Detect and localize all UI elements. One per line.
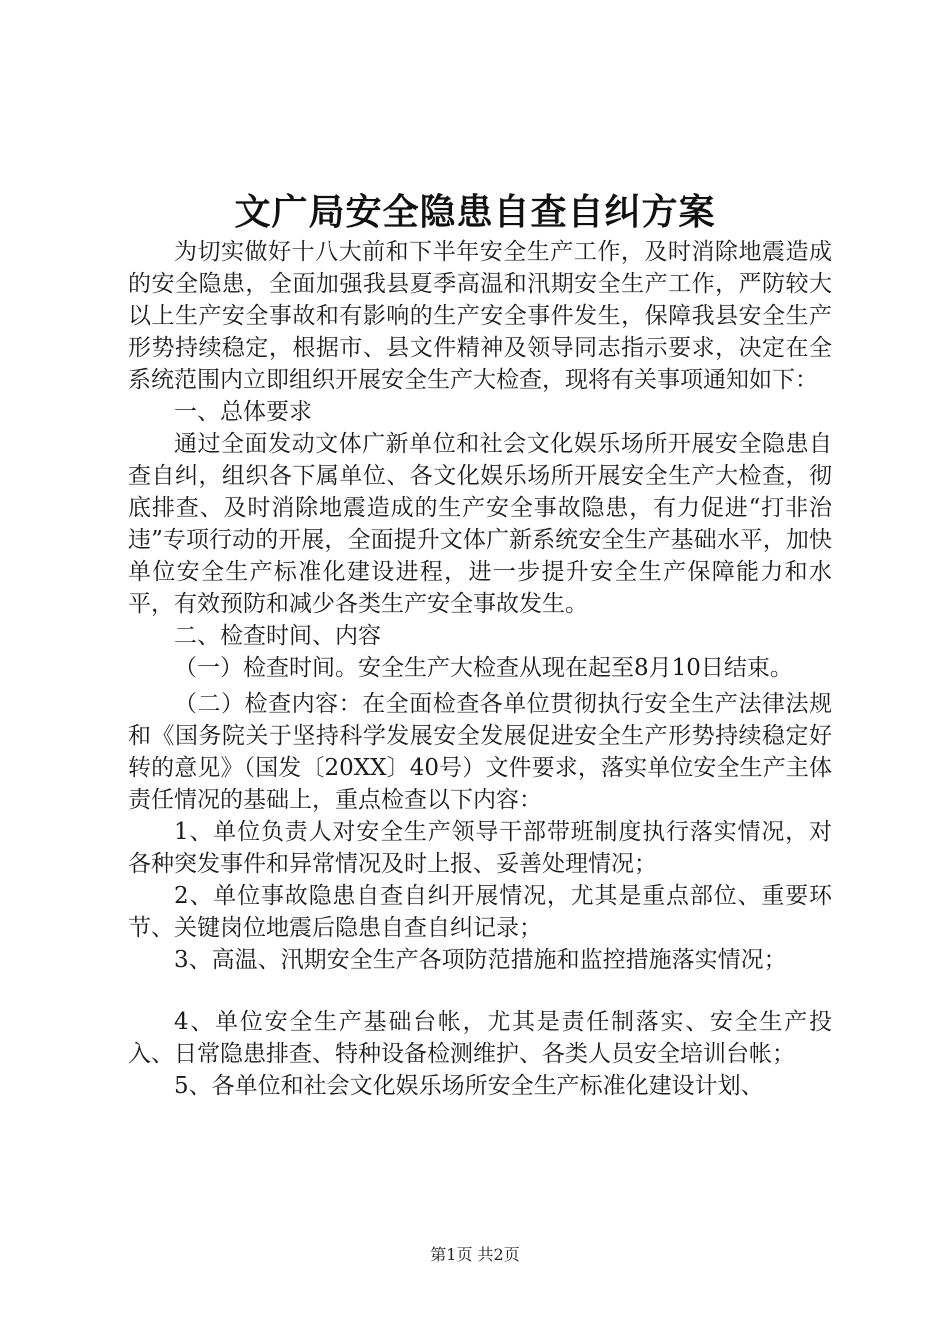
list-item-5: 5、各单位和社会文化娱乐场所安全生产标准化建设计划、 [174,1073,764,1099]
document-body [128,236,832,1102]
list-item-2: 2、单位事故隐患自查自纠开展情况，尤其是重点部位、重要环节、关键岗位地震后隐患自查自纠记录； [128,883,832,941]
paragraph-inspection-content: （二）检查内容：在全面检查各单位贯彻执行安全生产法律法规和《国务院关于坚持科学发展安全发展促进安全生产形势持续稳定好转的意见》（国发〔20XX〕40号）文件要求，落实单位安全生产主体责任情况的基础上，重点检查以下内容： [128,691,832,813]
paragraph-intro: 为切实做好十八大前和下半年安全生产工作，及时消除地震造成的安全隐患，全面加强我县夏季高温和汛期安全生产工作，严防较大以上生产安全事故和有影响的生产安全事件发生，保障我县安全生产形势持续稳定，根据市、县文件精神及领导同志指示要求，决定在全系统范围内立即组织开展安全生产大检查，现将有关事项通知如下： [128,239,832,393]
list-item-4: 4、单位安全生产基础台帐，尤其是责任制落实、安全生产投入、日常隐患排查、特种设备检测维护、各类人员安全培训台帐； [128,1009,832,1067]
heading-general-requirements: 一、总体要求 [174,399,312,425]
paragraph-inspection-time: （一）检查时间。安全生产大检查从现在起至8月10日结束。 [174,655,793,681]
paragraph-general-requirements: 通过全面发动文体广新单位和社会文化娱乐场所开展安全隐患自查自纠，组织各下属单位、各文化娱乐场所开展安全生产大检查，彻底排查、及时消除地震造成的生产安全事故隐患，有力促进“打非治违”专项行动的开展，全面提升文体广新系统安全生产基础水平，加快单位安全生产标准化建设进程，进一步提升安全生产保障能力和水平，有效预防和减少各类生产安全事故发生。 [128,431,832,617]
document-title: 文广局安全隐患自查自纠方案 [234,191,716,233]
heading-inspection-time-content: 二、检查时间、内容 [174,623,381,649]
page-footer: 第1页 共2页 [430,1245,520,1264]
list-item-3: 3、高温、汛期安全生产各项防范措施和监控措施落实情况； [174,947,787,973]
list-item-1: 1、单位负责人对安全生产领导干部带班制度执行落实情况，对各种突发事件和异常情况及时上报、妥善处理情况； [128,819,832,877]
